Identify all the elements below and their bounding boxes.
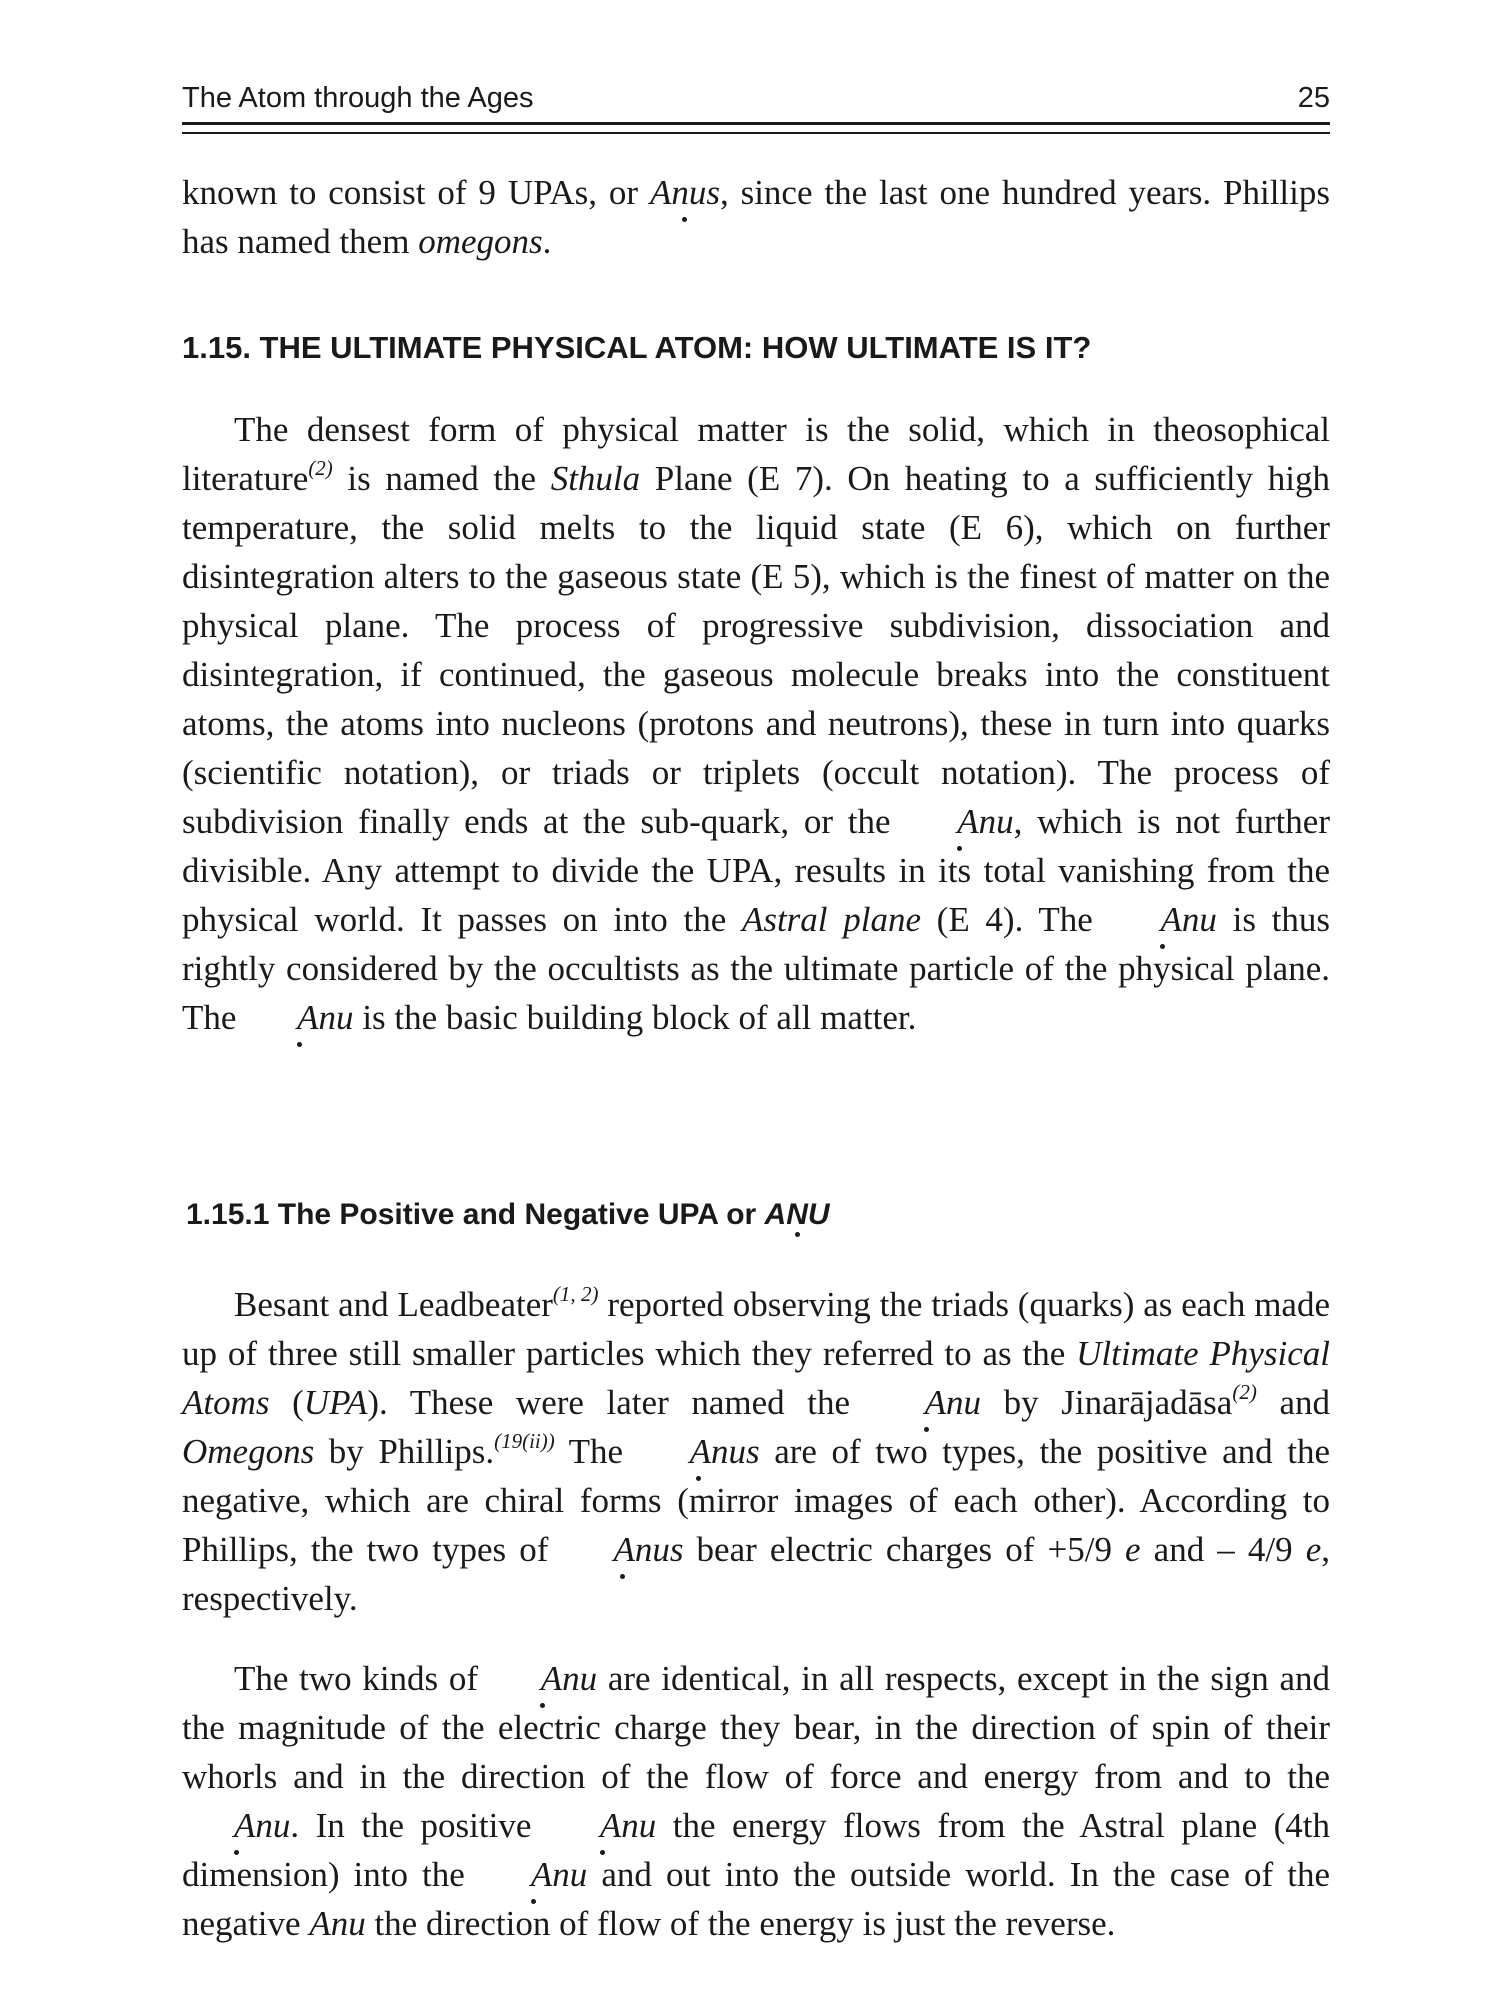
anu-term: Anu bbox=[873, 1378, 981, 1427]
paragraph-ultimate-atom: The densest form of physical matter is the solid, which in theosophical literature$^{(2)}$ is named the Sthula Plane (E 7). On heating to a sufficiently high temperature, the solid melts to the liquid state (E 6), which on further disintegration alters to the gaseous state (E 5), which is the finest of matter on the physical plane. The process of progressive subdivision, dissociation and disintegration, if continued, the gaseous molecule breaks into the constituent atoms, the atoms into nucleons (protons and neutrons), these in turn into quarks (scientific notation), or triads or triplets (occult notation). The process of subdivision finally ends at the sub-quark, or the Anu, which is not further divisible. Any attempt to divide the UPA, results in its total vanishing from the physical world. It passes on into the Astral plane (E 4). The Anu is thus rightly considered by the occultists as the ultimate particle of the physical plane. The Anu is the basic building block of all matter. bbox=[182, 405, 1330, 1042]
header-rule-bottom bbox=[182, 132, 1330, 134]
upa-name-term: Ultimate Physical Atoms bbox=[182, 1334, 1330, 1422]
continuation-paragraph: known to consist of 9 UPAs, or Anus, since the last one hundred years. Phillips has named them omegons. bbox=[182, 168, 1330, 266]
omegons-term: Omegons bbox=[182, 1432, 315, 1471]
page-number: 25 bbox=[1297, 82, 1330, 114]
anus-term: Anus bbox=[561, 1525, 683, 1574]
anu-term: Anu bbox=[905, 797, 1013, 846]
anus-term: Anus bbox=[650, 168, 720, 217]
citation-ref: (1, 2) bbox=[552, 1282, 599, 1306]
sthula-term: Sthula bbox=[550, 459, 641, 498]
anu-term: Anu bbox=[1109, 895, 1217, 944]
upa-term: UPA bbox=[303, 1383, 368, 1422]
anu-term: Anu bbox=[479, 1850, 587, 1899]
citation-ref: (2) bbox=[308, 456, 333, 480]
header-rule-top bbox=[182, 122, 1330, 125]
astral-plane-term: Astral plane bbox=[741, 900, 921, 939]
citation-ref: (2) bbox=[1232, 1380, 1257, 1404]
paragraph-positive-negative: Besant and Leadbeater$^{(1, 2)}$ reported observing the triads (quarks) as each made up of three still smaller particles which they referred to as the Ultimate Physical Atoms (UPA). These were later named the Anu by Jinarājadāsa$^{(2)}$ and Omegons by Phillips.$^{(19(ii))}$ The Anus are of two types, the positive and the negative, which are chiral forms (mirror images of each other). According to Phillips, the two types of Anus bear electric charges of +5/9 e and – 4/9 e, respectively. bbox=[182, 1282, 1330, 1618]
anu-term: Anu bbox=[182, 1801, 290, 1850]
citation-ref: (19(ii)) bbox=[494, 1429, 555, 1453]
section-heading-1-15-1: 1.15.1 The Positive and Negative UPA or ANU bbox=[186, 1198, 830, 1231]
running-header bbox=[182, 74, 1330, 120]
anu-term: Anu bbox=[489, 1654, 597, 1703]
anu-term: Anu bbox=[548, 1801, 656, 1850]
running-title: The Atom through the Ages bbox=[182, 82, 534, 114]
anu-term: Anu bbox=[309, 1904, 366, 1943]
charge-e: e bbox=[1125, 1530, 1141, 1569]
section-heading-1-15: 1.15. THE ULTIMATE PHYSICAL ATOM: HOW ULTIMATE IS IT? bbox=[182, 330, 1092, 365]
anu-term: Anu bbox=[245, 993, 353, 1042]
paragraph-two-kinds: The two kinds of Anu are identical, in all respects, except in the sign and the magnitude of the electric charge they bear, in the direction of spin of their whorls and in the direction of the flow of force and energy from and to the Anu. In the positive Anu the energy flows from the Astral plane (4th dimension) into the Anu and out into the outside world. In the case of the negative Anu the direction of flow of the energy is just the reverse. bbox=[182, 1654, 1330, 1948]
anus-term: Anus bbox=[638, 1427, 760, 1476]
charge-e: e bbox=[1305, 1530, 1322, 1569]
omegons-term: omegons bbox=[418, 222, 543, 261]
anu-heading-term: ANU bbox=[764, 1198, 830, 1231]
